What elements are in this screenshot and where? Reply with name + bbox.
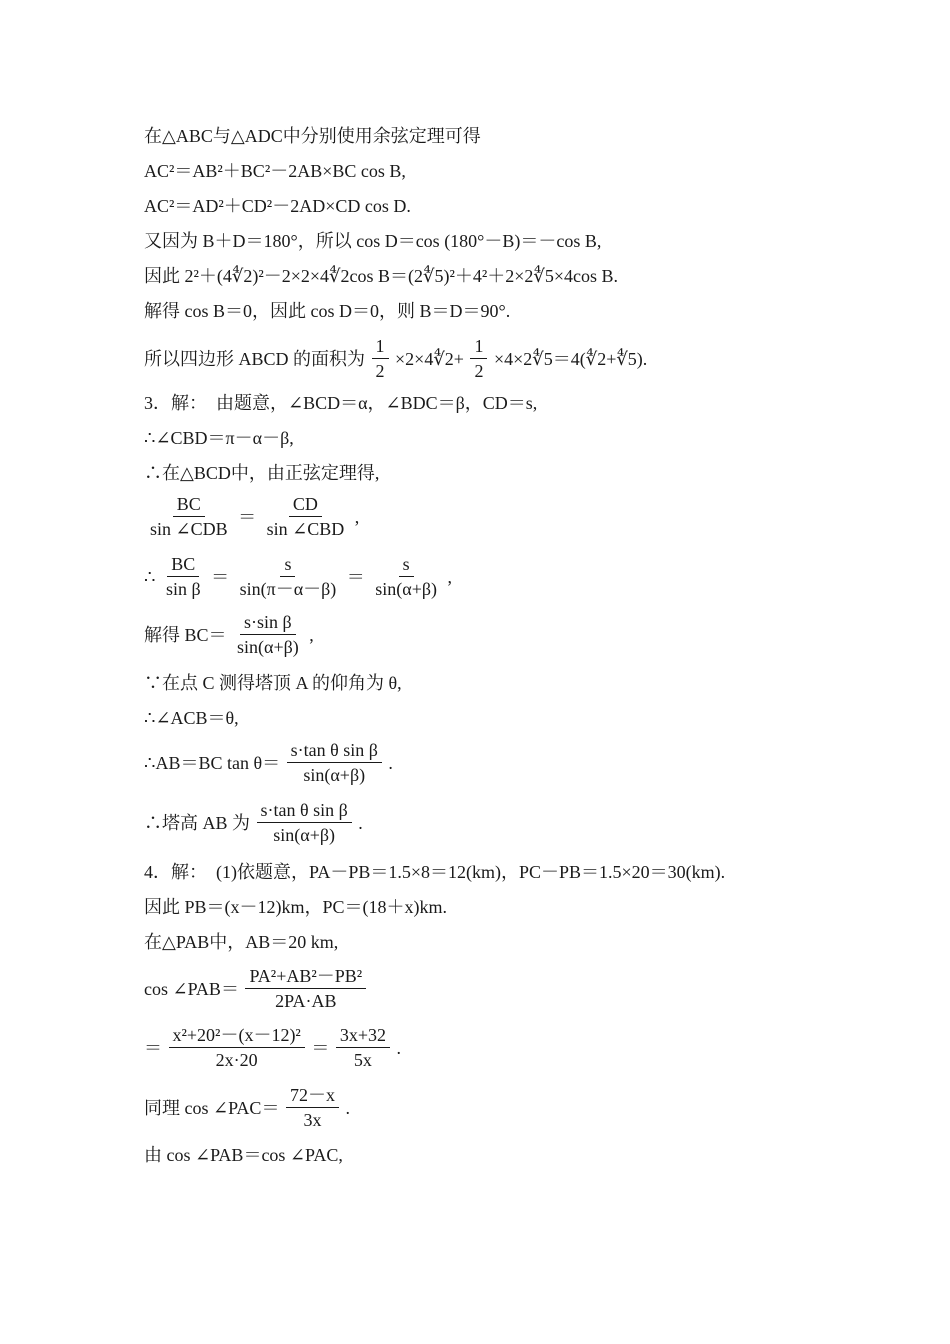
- text-fragment: 同理 cos ∠PAC＝: [144, 1097, 280, 1118]
- equation-line: 因此 2²＋(4∜2)²－2×2×4∜2cos B＝(2∜5)²＋4²＋2×2∜5×4cos B.: [144, 266, 619, 286]
- equals-sign: ＝: [144, 1037, 162, 1058]
- fraction-numerator: BC: [167, 554, 199, 577]
- text-line: 解得 cos B＝0，因此 cos D＝0，则 B＝D＝90°.: [144, 301, 511, 321]
- text-fragment: ,: [447, 566, 453, 587]
- equals-sign: ＝: [346, 566, 365, 587]
- fraction-numerator: s·sin β: [240, 612, 296, 635]
- fraction-denominator: sin ∠CBD: [266, 519, 345, 539]
- text-fragment: .: [358, 812, 363, 833]
- fraction-numerator: 1: [372, 336, 389, 359]
- text-fragment: ×4×2∜5＝4(∜2+∜5).: [493, 348, 648, 369]
- equals-sign: ＝: [211, 566, 230, 587]
- equation-line: [144, 740, 393, 785]
- fraction: [470, 336, 487, 381]
- text-line: 因此 PB＝(x－12)km，PC＝(18＋x)km.: [144, 897, 448, 917]
- fraction: [336, 1025, 390, 1070]
- text-line: 在△PAB中，AB＝20 km,: [144, 932, 339, 952]
- fraction: [162, 554, 205, 599]
- text-fragment: .: [396, 1037, 401, 1058]
- solution-heading: 4．解： (1)依题意，PA－PB＝1.5×8＝12(km)，PC－PB＝1.5×20＝30(km).: [144, 862, 726, 882]
- text-fragment: ×2×4∜2+: [395, 348, 464, 369]
- fraction-denominator: 3x: [303, 1110, 322, 1130]
- equation-line: [144, 1025, 401, 1070]
- text-line: ∵在点 C 测得塔顶 A 的仰角为 θ,: [144, 673, 402, 693]
- fraction: [286, 1085, 339, 1130]
- fraction-denominator: sin(α+β): [303, 765, 366, 785]
- equation-line: [144, 800, 363, 845]
- text-line: 又因为 B＋D＝180°，所以 cos D＝cos (180°－B)＝－cos B,: [144, 231, 602, 251]
- fraction: [233, 612, 303, 657]
- text-fragment: ∴AB＝BC tan θ＝: [144, 752, 281, 773]
- text-fragment: ∴塔高 AB 为: [144, 812, 251, 833]
- equation-line: [144, 612, 314, 657]
- fraction-numerator: s·tan θ sin β: [287, 740, 382, 763]
- fraction-denominator: 2: [474, 361, 484, 381]
- text-line: 由 cos ∠PAB＝cos ∠PAC,: [144, 1145, 343, 1165]
- fraction-denominator: sin(α+β): [237, 637, 299, 657]
- equation-line: [144, 494, 359, 539]
- fraction: [245, 966, 366, 1011]
- fraction: [169, 1025, 305, 1070]
- equation-line: ∴∠ACB＝θ,: [144, 708, 239, 728]
- text-fragment: .: [345, 1097, 350, 1118]
- area-line: [144, 336, 647, 381]
- text-line: ∴在△BCD中，由正弦定理得,: [144, 463, 380, 483]
- fraction-denominator: sin(α+β): [375, 579, 438, 599]
- fraction-denominator: 5x: [353, 1050, 372, 1070]
- fraction-denominator: sin β: [165, 579, 201, 599]
- equals-sign: ＝: [238, 506, 257, 527]
- fraction: [263, 494, 349, 539]
- fraction-numerator: s: [399, 554, 414, 577]
- text-line: 在△ABC与△ADC中分别使用余弦定理可得: [144, 126, 481, 146]
- equation-line: [144, 554, 452, 599]
- fraction-numerator: CD: [289, 494, 322, 517]
- text-fragment: ∴: [144, 566, 156, 587]
- fraction-denominator: sin(π－α－β): [239, 579, 337, 599]
- fraction-denominator: sin ∠CDB: [150, 519, 228, 539]
- fraction: [372, 336, 389, 381]
- fraction-numerator: 3x+32: [336, 1025, 390, 1048]
- fraction-numerator: x²+20²－(x－12)²: [169, 1025, 305, 1048]
- fraction: [257, 800, 352, 845]
- fraction-numerator: PA²+AB²－PB²: [245, 966, 366, 989]
- equation-line: AC²＝AB²＋BC²－2AB×BC cos B,: [144, 161, 406, 181]
- fraction: [371, 554, 441, 599]
- fraction-numerator: s: [280, 554, 295, 577]
- fraction-denominator: 2PA·AB: [275, 991, 337, 1011]
- text-fragment: cos ∠PAB＝: [144, 978, 239, 999]
- fraction: [287, 740, 382, 785]
- text-fragment: 解得 BC＝: [144, 624, 227, 645]
- text-fragment: ,: [354, 506, 360, 527]
- fraction-denominator: sin(α+β): [273, 825, 336, 845]
- fraction: [146, 494, 232, 539]
- fraction-numerator: 1: [470, 336, 487, 359]
- fraction-numerator: 72－x: [286, 1085, 339, 1108]
- equation-line: AC²＝AD²＋CD²－2AD×CD cos D.: [144, 196, 411, 216]
- equation-line: [144, 1085, 350, 1130]
- equation-line: [144, 966, 368, 1011]
- solution-heading: 3．解： 由题意，∠BCD＝α，∠BDC＝β，CD＝s,: [144, 393, 538, 413]
- fraction-numerator: s·tan θ sin β: [257, 800, 352, 823]
- text-fragment: .: [388, 752, 393, 773]
- fraction-denominator: 2: [375, 361, 385, 381]
- fraction: [236, 554, 341, 599]
- equals-sign: ＝: [311, 1037, 330, 1058]
- equation-line: ∴∠CBD＝π－α－β,: [144, 428, 294, 448]
- text-fragment: ,: [309, 624, 314, 645]
- text-fragment: 所以四边形 ABCD 的面积为: [144, 348, 366, 369]
- fraction-denominator: 2x·20: [215, 1050, 258, 1070]
- fraction-numerator: BC: [173, 494, 205, 517]
